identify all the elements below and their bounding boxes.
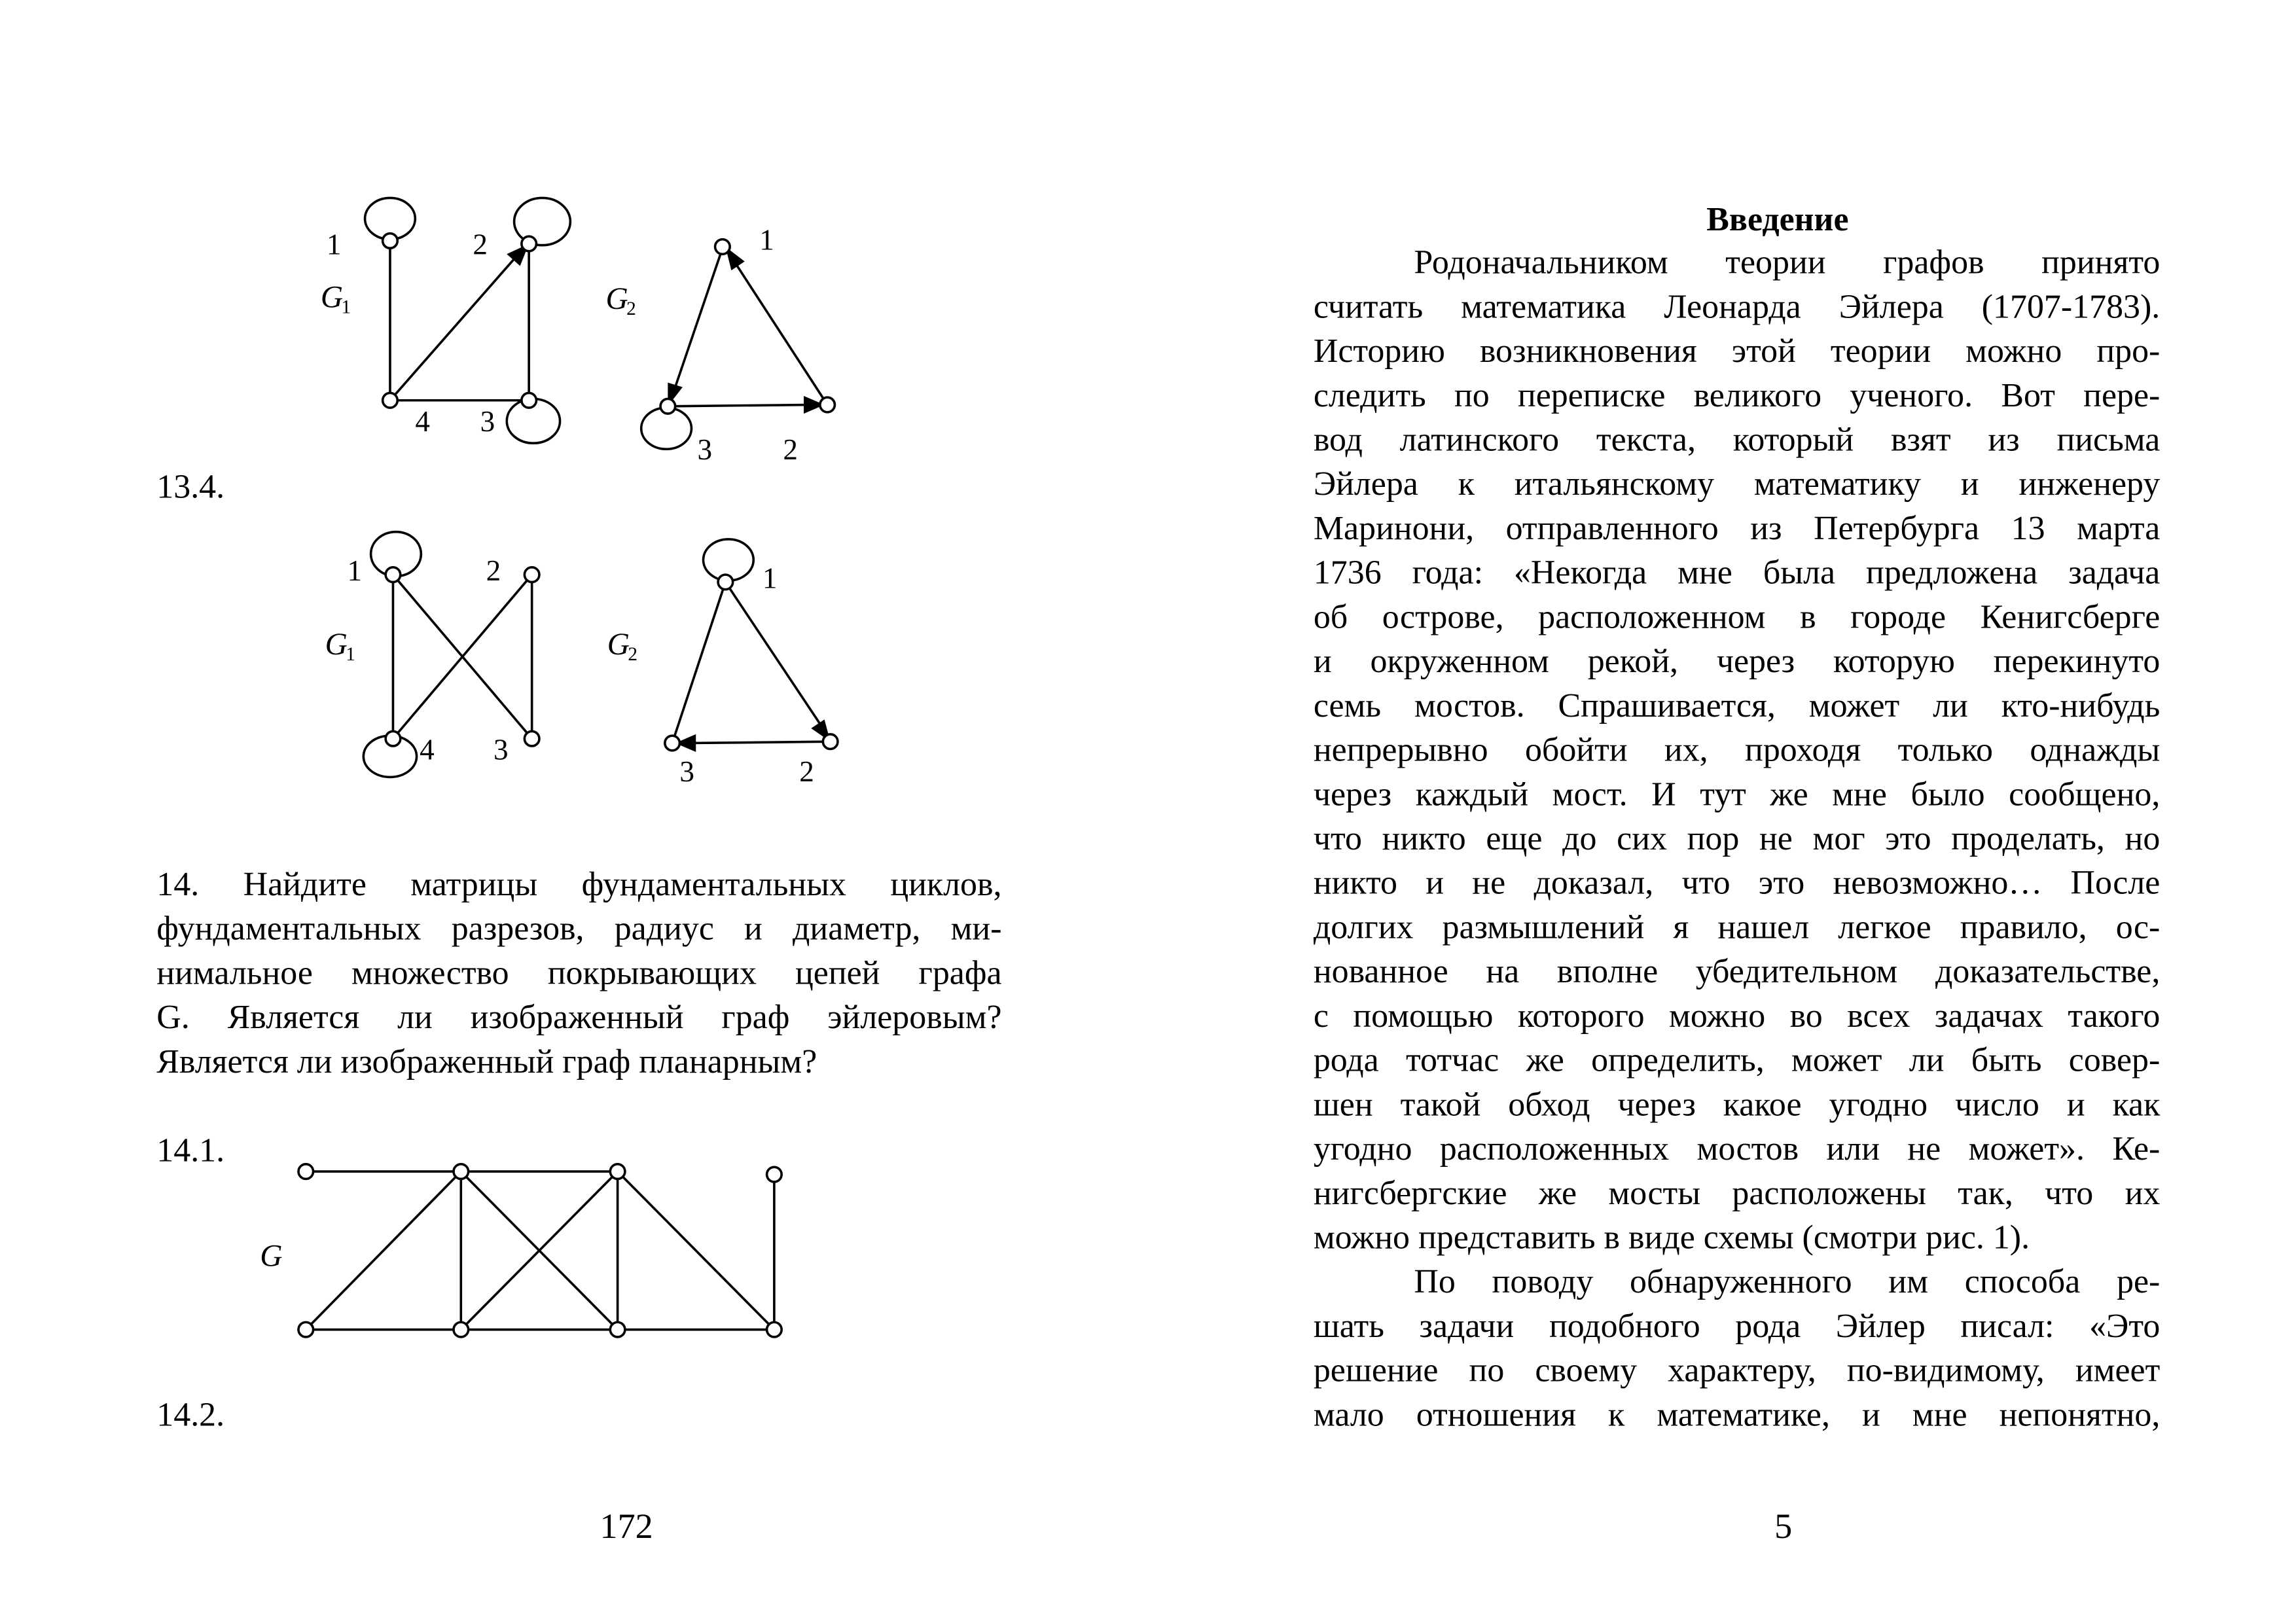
problem-13-4-number: 13.4. (156, 468, 225, 506)
vertex-label: 2 (799, 755, 814, 789)
page-number-left: 172 (600, 1508, 653, 1547)
graph-13-4a-g2 (606, 224, 835, 467)
vertex-label: 2 (473, 228, 488, 261)
vertex-3 (660, 399, 675, 414)
vertex-2 (820, 397, 835, 412)
vertex (767, 1322, 782, 1337)
graph-13-4b-g1 (325, 532, 539, 777)
graph-13-4b-g2 (607, 539, 838, 788)
text-line: Маринони, отправленного из Петербурга 13 марта (1313, 509, 2161, 547)
text-line: через каждый мост. И тут же мне было сообщено, (1313, 776, 2161, 813)
text-line: G. Является ли изображенный граф эйлеровым? (156, 999, 1002, 1036)
vertex-1 (715, 240, 730, 255)
graph-name: G (607, 628, 630, 662)
text-line: фундаментальных разрезов, радиус и диаметр, ми- (156, 910, 1002, 947)
graph-14-1 (260, 1164, 781, 1337)
edge-arrow-1-2 (725, 582, 823, 728)
section-title: Введение (1706, 201, 1849, 238)
vertex-4 (383, 393, 398, 408)
text-line: нигсбергские же мосты расположены так, что их (1313, 1174, 2161, 1212)
graph-name: G (325, 628, 348, 662)
text-line: следить по переписке великого ученого. Вот пере- (1313, 376, 2161, 414)
text-line: семь мостов. Спрашивается, может ли кто-нибудь (1313, 687, 2161, 724)
graph-subscript: 1 (341, 296, 351, 318)
edge (672, 582, 725, 743)
text-line: непрерывно обойти их, проходя только однажды (1313, 731, 2161, 768)
vertex-2 (524, 567, 539, 582)
vertex (298, 1164, 314, 1179)
graph-name: G (605, 281, 628, 316)
vertex-label: 1 (759, 223, 774, 257)
problem-14-2-number: 14.2. (156, 1396, 225, 1433)
vertex-2 (823, 734, 838, 749)
text-line: решение по своему характеру, по-видимому, имеет (1313, 1351, 2161, 1389)
text-line: Историю возникновения этой теории можно про- (1313, 332, 2161, 370)
graph-name: G (260, 1239, 283, 1274)
edge (306, 1171, 461, 1330)
graph-subscript: 1 (346, 644, 355, 666)
text-line: По поводу обнаруженного им способа ре- (1414, 1263, 2161, 1300)
vertex-label: 3 (480, 405, 495, 438)
text-line: рода тотчас же определить, может ли быть совер- (1313, 1041, 2161, 1079)
text-line: Родоначальником теории графов принято (1414, 243, 2161, 281)
graph-name: G (320, 280, 344, 315)
graph-subscript: 2 (628, 644, 638, 666)
edge-arrow-1-3 (673, 248, 722, 391)
vertex-1 (386, 567, 401, 582)
vertex (767, 1167, 782, 1182)
vertex (610, 1322, 625, 1337)
text-line: 1736 года: «Некогда мне была предложена задача (1313, 554, 2161, 591)
edge-arrow-2-3 (690, 741, 830, 743)
vertex-label: 4 (420, 733, 435, 766)
text-line: Является ли изображенный граф планарным? (156, 1043, 817, 1080)
vertex-label: 1 (762, 562, 778, 595)
text-line: никто и не доказал, что это невозможно… После (1313, 864, 2161, 902)
edge-arrow-2-1 (734, 262, 827, 405)
text-line: об острове, расположенном в городе Кенигсберге (1313, 598, 2161, 635)
page-number-right: 5 (1774, 1508, 1793, 1547)
text-line: считать математика Леонарда Эйлера (1707-1783). (1313, 288, 2161, 325)
edge-arrow-3-2 (668, 405, 810, 406)
text-line: Эйлера к итальянскому математику и инженеру (1313, 465, 2161, 503)
vertex-3 (524, 731, 539, 746)
vertex-1 (383, 234, 398, 249)
vertex (454, 1164, 469, 1179)
text-line: и окруженном рекой, через которую перекинуто (1313, 642, 2161, 680)
text-line: 14. Найдите матрицы фундаментальных циклов, (156, 865, 1002, 903)
vertex-1 (718, 575, 733, 590)
text-line: с помощью которого можно во всех задачах такого (1313, 997, 2161, 1035)
vertex-label: 1 (326, 228, 342, 261)
vertex-2 (522, 236, 537, 251)
text-line: шен такой обход через какое угодно число и как (1313, 1086, 2161, 1123)
text-line: долгих размышлений я нашел легкое правило, ос- (1313, 908, 2161, 946)
vertex-label: 3 (697, 433, 713, 467)
graph-subscript: 2 (626, 298, 636, 319)
vertex (298, 1322, 314, 1337)
vertex-label: 4 (415, 405, 430, 438)
vertex-3 (522, 393, 537, 408)
vertex-label: 2 (783, 433, 798, 467)
vertex-label: 1 (347, 554, 363, 588)
vertex (610, 1164, 625, 1179)
text-line: шать задачи подобного рода Эйлер писал: «Это (1313, 1307, 2161, 1345)
vertex-label: 3 (493, 733, 509, 766)
text-line: нимальное множество покрывающих цепей графа (156, 954, 1002, 991)
text-line: вод латинского текста, который взят из письма (1313, 421, 2161, 458)
edge-arrow-4-2 (390, 256, 517, 401)
vertex-label: 3 (679, 755, 694, 789)
vertex-label: 2 (486, 554, 501, 588)
text-line: нованное на вполне убедительном доказательстве, (1313, 953, 2161, 990)
vertex-4 (386, 731, 401, 746)
text-line: можно представить в виде схемы (смотри рис. 1). (1313, 1219, 2030, 1256)
text-line: что никто еще до сих пор не мог это проделать, но (1313, 819, 2161, 857)
text-line: мало отношения к математике, и мне непонятно, (1313, 1396, 2161, 1433)
text-line: угодно расположенных мостов или не может». Ке- (1313, 1130, 2161, 1168)
edge (618, 1171, 774, 1330)
problem-14-1-number: 14.1. (156, 1132, 225, 1169)
vertex (454, 1322, 469, 1337)
vertex-3 (665, 736, 680, 751)
graph-13-4a-g1 (321, 198, 571, 443)
